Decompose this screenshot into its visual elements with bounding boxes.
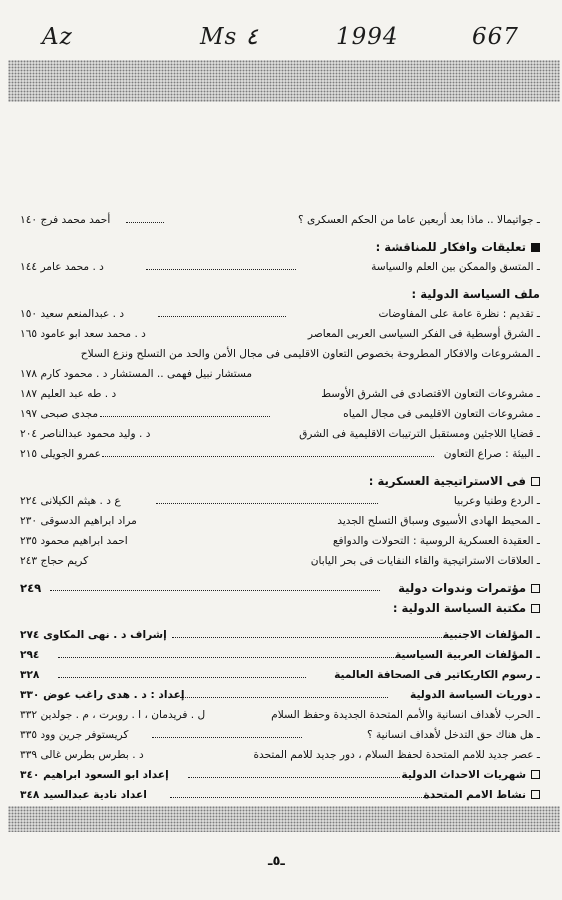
empty-square-bullet-icon: [531, 604, 540, 613]
toc-entry: [20, 725, 540, 745]
toc-title: ـ دوريات السياسة الدولية: [410, 689, 540, 701]
toc-author: اعداد نادية عبدالسيد ٣٤٨: [20, 789, 147, 801]
top-halftone-band: [8, 60, 560, 102]
toc-entry: [20, 384, 540, 404]
toc-entry: [20, 745, 540, 765]
section-title: مكتبة السياسة الدولية :: [392, 601, 526, 615]
section-title: فى الاستراتيجية العسكرية :: [368, 474, 526, 488]
toc-entry: [20, 511, 540, 531]
filled-square-bullet-icon: [531, 243, 540, 252]
section-title: ملف السياسة الدولية :: [411, 287, 540, 301]
toc-page: ٢٩٤: [20, 649, 40, 661]
toc-section-heading: [20, 785, 540, 805]
empty-square-bullet-icon: [531, 477, 540, 486]
toc-section-heading: [20, 578, 540, 598]
toc-entry: [20, 625, 540, 645]
toc-entry: [20, 324, 540, 344]
handwritten-note-year: 1994: [336, 24, 399, 50]
toc-author: د . بطرس بطرس غالى ٣٣٩: [20, 749, 144, 761]
section-title: شهريات الاحداث الدولية: [401, 769, 526, 781]
toc-author: مراد ابراهيم الدسوقى ٢٣٠: [20, 515, 137, 527]
toc-entry: [20, 344, 540, 364]
toc-page: ٢٤٩: [20, 581, 42, 595]
empty-square-bullet-icon: [531, 790, 540, 799]
toc-author: د . طه عبد العليم ١٨٧: [20, 388, 117, 400]
toc-title: ـ تقديم : نظرة عامة على المفاوضات: [378, 308, 540, 320]
handwritten-note-a: Az: [42, 24, 73, 50]
toc-title: ـ المؤلفات العربية السياسية: [394, 649, 540, 661]
toc-section-heading: [20, 237, 540, 257]
toc-author: د . عبدالمنعم سعيد ١٥٠: [20, 308, 125, 320]
toc-title: ـ عصر جديد للامم المتحدة لحفظ السلام ، دور جديد للامم المتحدة: [253, 749, 540, 761]
toc-author: إشراف د . نهى المكاوى ٢٧٤: [20, 629, 167, 641]
section-title: مؤتمرات وندوات دولية: [398, 581, 526, 595]
toc-author: ل . فريدمان ، ا . روبرت ، م . جولدين ٣٣٢: [20, 709, 206, 721]
toc-entry: [20, 424, 540, 444]
toc-title: ـ مشروعات التعاون الاقتصادى فى الشرق الأوسط: [321, 388, 540, 400]
toc-title: ـ المتسق والممكن بين العلم والسياسة: [371, 261, 540, 273]
toc-title: ـ المحيط الهادى الأسيوى وسباق التسلح الجديد: [337, 515, 540, 527]
toc-entry: [20, 257, 540, 277]
toc-author: احمد ابراهيم محمود ٢٣٥: [20, 535, 128, 547]
toc-author: مستشار نبيل فهمى .. المستشار د . محمود كارم ١٧٨: [20, 368, 253, 380]
toc-entry: [20, 210, 540, 230]
toc-title: ـ الحرب لأهداف انسانية والأمم المتحدة الجديدة وحفظ السلام: [271, 709, 540, 721]
toc-entry: [20, 404, 540, 424]
toc-title: ـ العقيدة العسكرية الروسية : التحولات والدوافع: [332, 535, 540, 547]
toc-title: ـ الشرق أوسطية فى الفكر السياسى العربى المعاصر: [307, 328, 540, 340]
toc-entry: [20, 685, 540, 705]
toc-author: كريستوفر جرين وود ٣٣٥: [20, 729, 129, 741]
toc-author: عمرو الجويلى ٢١٥: [20, 448, 101, 460]
empty-square-bullet-icon: [531, 770, 540, 779]
toc-author: د . وليد محمود عبدالناصر ٢٠٤: [20, 428, 151, 440]
toc-author: د . محمد سعد ابو عامود ١٦٥: [20, 328, 146, 340]
toc-title: ـ الردع وطنيا وعربيا: [453, 495, 540, 507]
toc-title: ـ رسوم الكاريكاتير فى الصحافة العالمية: [334, 669, 540, 681]
section-title: تعليقات وافكار للمناقشة :: [375, 240, 526, 254]
toc-title: ـ قضايا اللاجئين ومستقبل الترتيبات الاقليمية فى الشرق: [299, 428, 540, 440]
toc-title: ـ المؤلفات الاجنبية: [442, 629, 540, 641]
toc-title: ـ المشروعات والافكار المطروحة بخصوص التعاون الاقليمى فى مجال الأمن والحد من التسلح ونزع السلاح: [80, 348, 540, 360]
toc-entry: [20, 705, 540, 725]
toc-author: أحمد محمد فرج ١٤٠: [20, 214, 111, 226]
page-number: ـ٥ـ: [268, 854, 285, 869]
toc-title: ـ مشروعات التعاون الاقليمى فى مجال المياه: [343, 408, 540, 420]
handwritten-note-number: 667: [472, 24, 519, 50]
section-title: نشاط الامم المتحدة: [423, 789, 526, 801]
toc-author: كريم حجاج ٢٤٣: [20, 555, 89, 567]
table-of-contents: [20, 210, 540, 805]
toc-title: ـ هل هناك حق التدخل لأهداف انسانية ؟: [366, 729, 540, 741]
toc-author: مجدى صبحى ١٩٧: [20, 408, 99, 420]
toc-entry-continuation: [20, 364, 540, 384]
handwritten-note-b: Ms ٤: [200, 24, 259, 50]
toc-title: ـ جواتيمالا .. ماذا بعد أربعين عاما من الحكم العسكرى ؟: [297, 214, 540, 226]
toc-entry: [20, 665, 540, 685]
toc-entry: [20, 444, 540, 464]
toc-title: ـ البيئة : صراع التعاون: [443, 448, 540, 460]
toc-entry: [20, 551, 540, 571]
toc-page: ٣٢٨: [20, 669, 40, 681]
toc-entry: [20, 531, 540, 551]
toc-author: د . محمد عامر ١٤٤: [20, 261, 104, 273]
toc-entry: [20, 491, 540, 511]
bottom-halftone-band: [8, 806, 560, 832]
toc-section-heading: [20, 598, 540, 618]
toc-author: إعداد ابو السعود ابراهيم ٣٤٠: [20, 769, 169, 781]
toc-author: إعداد : د . هدى راغب عوض ٣٣٠: [20, 689, 185, 701]
toc-section-heading: [20, 284, 540, 304]
toc-title: ـ العلاقات الاستراتيجية والقاء النفايات فى بحر اليابان: [310, 555, 540, 567]
toc-entry: [20, 304, 540, 324]
toc-author: ع د . هيثم الكيلانى ٢٢٤: [20, 495, 121, 507]
toc-section-heading: [20, 765, 540, 785]
toc-section-heading: [20, 471, 540, 491]
empty-square-bullet-icon: [531, 584, 540, 593]
toc-entry: [20, 645, 540, 665]
